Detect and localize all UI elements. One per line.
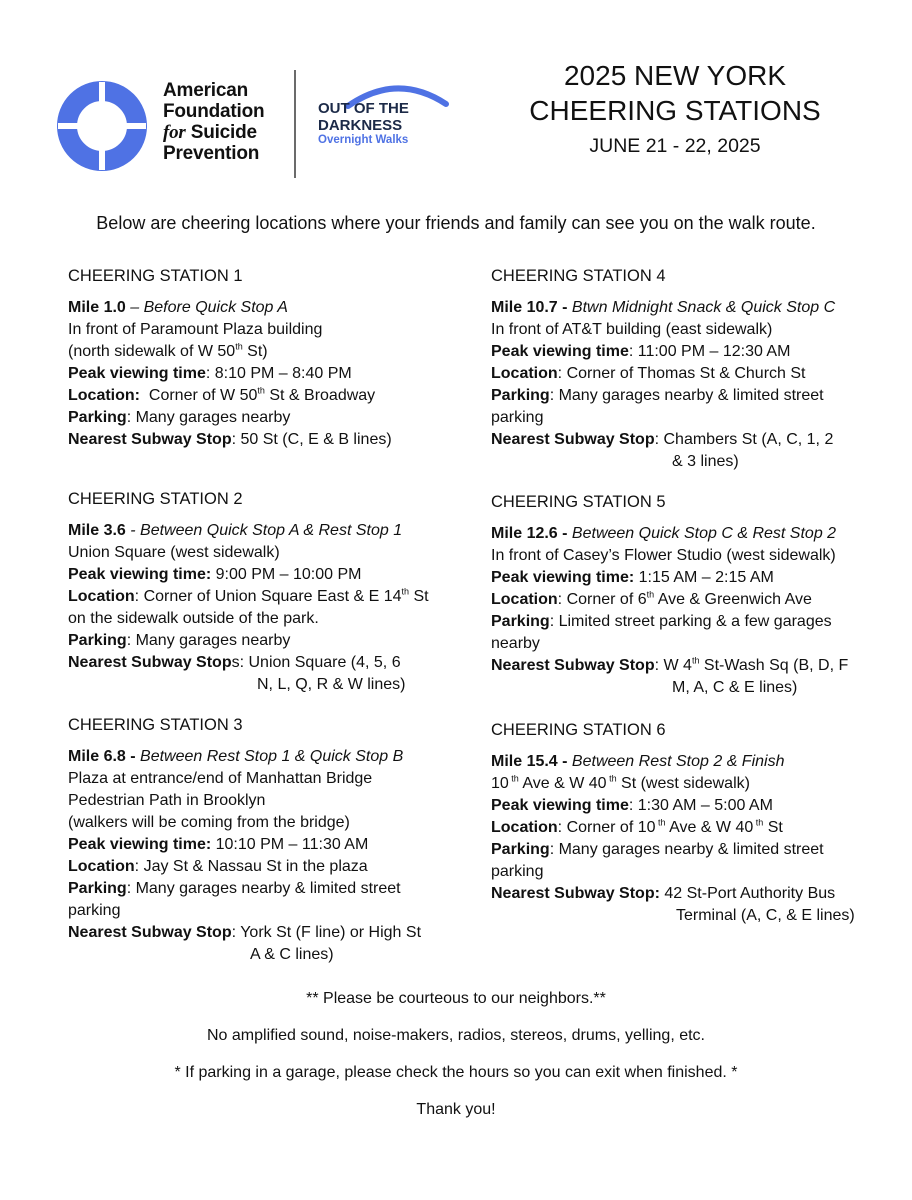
subway-line-cont: A & C lines) (250, 946, 334, 963)
cheering-station-2 (68, 488, 429, 696)
cheering-station-3 (68, 714, 421, 966)
place-line: (north sidewalk of W 50th St) (68, 341, 268, 360)
location-line: Location: Jay St & Nassau St in the plaza (68, 858, 368, 875)
place-line: In front of AT&T building (east sidewalk) (491, 321, 773, 338)
mile-line: Mile 10.7 - Btwn Midnight Snack & Quick Stop C (491, 299, 836, 316)
location-line: Location: Corner of Union Square East & E 14th St (68, 586, 429, 605)
subway-line-cont: Terminal (A, C, & E lines) (676, 907, 855, 924)
place-line: Plaza at entrance/end of Manhattan Bridge (68, 770, 373, 787)
afsp-logo-text: American Foundation for Suicide Prevention (163, 80, 265, 164)
station-title: CHEERING STATION 4 (491, 267, 666, 285)
parking-line: Parking: Limited street parking & a few garages (491, 613, 832, 630)
station-title: CHEERING STATION 2 (68, 490, 243, 508)
location-line: Location: Corner of Thomas St & Church St (491, 365, 806, 382)
footer-noise-rule: No amplified sound, noise-makers, radios, stereos, drums, yelling, etc. (207, 1027, 705, 1044)
subway-line: Nearest Subway Stop: 50 St (C, E & B lines) (68, 431, 392, 448)
place-line: In front of Casey’s Flower Studio (west sidewalk) (491, 547, 836, 564)
place-line: (walkers will be coming from the bridge) (68, 814, 350, 831)
cheering-station-4 (491, 265, 835, 473)
subway-line: Nearest Subway Stop: W 4th St-Wash Sq (B, D, F (491, 655, 849, 674)
parking-line-cont: nearby (491, 635, 540, 652)
station-title: CHEERING STATION 1 (68, 267, 243, 285)
subway-line-cont: & 3 lines) (672, 453, 739, 470)
peak-time-line: Peak viewing time: 8:10 PM – 8:40 PM (68, 365, 352, 382)
station-title: CHEERING STATION 5 (491, 493, 666, 511)
location-line: Location: Corner of W 50th St & Broadway (68, 385, 376, 404)
header (0, 0, 912, 200)
location-line: Location: Corner of 6th Ave & Greenwich Ave (491, 589, 812, 608)
footer-parking-note: * If parking in a garage, please check the hours so you can exit when finished. * (174, 1064, 738, 1081)
event-dates: JUNE 21 - 22, 2025 (589, 135, 761, 157)
subway-line: Nearest Subway Stop: 42 St-Port Authority Bus (491, 885, 836, 902)
footer-thanks: Thank you! (416, 1101, 496, 1118)
place-line: 10 $^{th}$ Ave & W 40 $^{th}$ St (west sidewalk) (491, 773, 750, 792)
place-line: Pedestrian Path in Brooklyn (68, 792, 266, 809)
footer-courtesy: ** Please be courteous to our neighbors.** (306, 990, 606, 1007)
peak-time-line: Peak viewing time: 10:10 PM – 11:30 AM (68, 836, 369, 853)
peak-time-line: Peak viewing time: 1:30 AM – 5:00 AM (491, 797, 773, 814)
parking-line: Parking: Many garages nearby & limited street (68, 880, 401, 897)
intro-text: Below are cheering locations where your friends and family can see you on the walk route. (96, 213, 816, 233)
mile-line: Mile 6.8 - Between Rest Stop 1 & Quick Stop B (68, 748, 404, 765)
parking-line-cont: parking (491, 409, 544, 426)
parking-line-cont: parking (68, 902, 121, 919)
otd-logo-subtitle: Overnight Walks (318, 134, 409, 146)
subway-line-cont: M, A, C & E lines) (672, 679, 798, 696)
document-title: 2025 NEW YORK CHEERING STATIONS (529, 60, 821, 126)
logo-divider (294, 70, 296, 178)
footer-notes (0, 990, 912, 1138)
cheering-station-5 (491, 491, 848, 699)
place-line: Union Square (west sidewalk) (68, 544, 280, 561)
subway-line: Nearest Subway Stop: York St (F line) or High St (68, 924, 422, 941)
subway-line: Nearest Subway Stops: Union Square (4, 5, 6 (68, 654, 401, 671)
parking-line: Parking: Many garages nearby (68, 409, 291, 426)
peak-time-line: Peak viewing time: 1:15 AM – 2:15 AM (491, 569, 774, 586)
peak-time-line: Peak viewing time: 11:00 PM – 12:30 AM (491, 343, 791, 360)
parking-line: Parking: Many garages nearby (68, 632, 291, 649)
parking-line-cont: parking (491, 863, 544, 880)
mile-line: Mile 3.6 - Between Quick Stop A & Rest Stop 1 (68, 522, 403, 539)
mile-line: Mile 1.0 – Before Quick Stop A (68, 299, 288, 316)
subway-line: Nearest Subway Stop: Chambers St (A, C, 1, 2 (491, 431, 834, 448)
parking-line: Parking: Many garages nearby & limited street (491, 387, 824, 404)
station-title: CHEERING STATION 3 (68, 716, 243, 734)
location-line: Location: Corner of 10 $^{th}$ Ave & W 40 $^{th}$ St (491, 817, 783, 836)
mile-line: Mile 12.6 - Between Quick Stop C & Rest Stop 2 (491, 525, 837, 542)
peak-time-line: Peak viewing time: 9:00 PM – 10:00 PM (68, 566, 362, 583)
cheering-station-1 (68, 265, 392, 451)
parking-line: Parking: Many garages nearby & limited street (491, 841, 824, 858)
cheering-station-6 (491, 719, 855, 927)
subway-line-cont: N, L, Q, R & W lines) (257, 676, 406, 693)
place-line: In front of Paramount Plaza building (68, 321, 323, 338)
station-title: CHEERING STATION 6 (491, 721, 666, 739)
life-preserver-icon (56, 80, 148, 172)
mile-line: Mile 15.4 - Between Rest Stop 2 & Finish (491, 753, 785, 770)
location-line-cont: on the sidewalk outside of the park. (68, 610, 319, 627)
otd-logo-title: OUT OF THE DARKNESS (318, 100, 409, 134)
